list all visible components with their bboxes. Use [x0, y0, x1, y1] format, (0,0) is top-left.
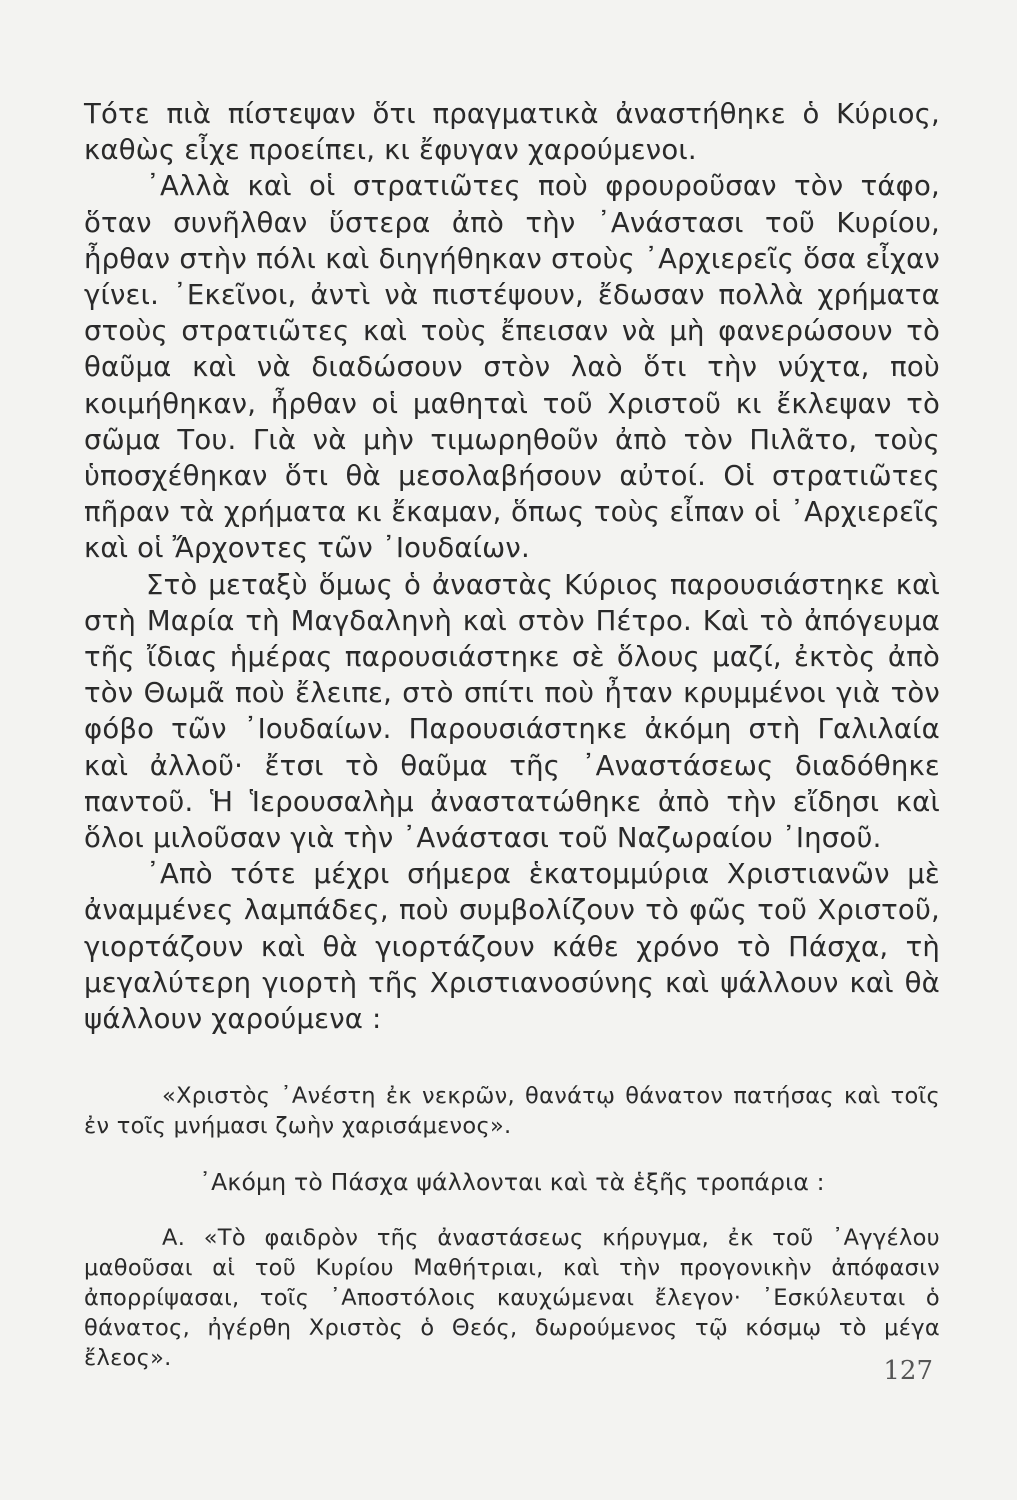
page-number: 127: [883, 1356, 933, 1386]
hymn-quote: «Χριστὸς ᾿Ανέστη ἐκ νεκρῶν, θανάτῳ θάνατον πατήσας καὶ τοῖς ἐν τοῖς μνήμασι ζωὴν χαρισάμενος».: [84, 1083, 940, 1140]
troparion-a: Α. «Τὸ φαιδρὸν τῆς ἀναστάσεως κήρυγμα, ἐκ τοῦ ᾿Αγγέλου μαθοῦσαι αἱ τοῦ Κυρίου Μαθήτριαι, καὶ τὴν προγονικὴν ἀπόφασιν ἀπορρίψασαι, τοῖς ᾿Αποστόλοις καυχώμεναι ἔλεγον· ᾿Εσκύλευται ὁ θάνατος, ἠγέρθη Χριστὸς ὁ Θεός, δωρούμενος τῷ κόσμῳ τὸ μέγα ἔλεος».: [84, 1225, 940, 1372]
troparia-heading: ᾿Ακόμη τὸ Πάσχα ψάλλονται καὶ τὰ ἑξῆς τροπάρια :: [199, 1168, 825, 1197]
page-content: [84, 96, 940, 1373]
paragraph-3: Στὸ μεταξὺ ὅμως ὁ ἀναστὰς Κύριος παρουσιάστηκε καὶ στὴ Μαρία τὴ Μαγδαληνὴ καὶ στὸν Πέτρο. Καὶ τὸ ἀπόγευμα τῆς ἴδιας ἡμέρας παρουσιάστηκε σὲ ὅλους μαζί, ἐκτὸς ἀπὸ τὸν Θωμᾶ ποὺ ἔλειπε, στὸ σπίτι ποὺ ἦταν κρυμμένοι γιὰ τὸν φόβο τῶν ᾿Ιουδαίων. Παρουσιάστηκε ἀκόμη στὴ Γαλιλαία καὶ ἀλλοῦ· ἔτσι τὸ θαῦμα τῆς ᾿Αναστάσεως διαδόθηκε παντοῦ. Ἡ Ἱερουσαλὴμ ἀναστατώθηκε ἀπὸ τὴν εἴδησι καὶ ὅλοι μιλοῦσαν γιὰ τὴν ᾿Ανάστασι τοῦ Ναζωραίου ᾿Ιησοῦ.: [84, 568, 940, 855]
paragraph-4: ᾿Απὸ τότε μέχρι σήμερα ἑκατομμύρια Χριστιανῶν μὲ ἀναμμένες λαμπάδες, ποὺ συμβολίζουν τὸ φῶς τοῦ Χριστοῦ, γιορτάζουν καὶ θὰ γιορτάζουν κάθε χρόνο τὸ Πάσχα, τὴ μεγαλύτερη γιορτὴ τῆς Χριστιανοσύνης καὶ ψάλλουν καὶ θὰ ψάλλουν χαρούμενα :: [84, 858, 940, 1036]
body-text: [84, 96, 940, 1037]
paragraph-2: ᾿Αλλὰ καὶ οἱ στρατιῶτες ποὺ φρουροῦσαν τὸν τάφο, ὅταν συνῆλθαν ὕστερα ἀπὸ τὴν ᾿Ανάστασι τοῦ Κυρίου, ἦρθαν στὴν πόλι καὶ διηγήθηκαν στοὺς ᾿Αρχιερεῖς ὅσα εἶχαν γίνει. ᾿Εκεῖνοι, ἀντὶ νὰ πιστέψουν, ἔδωσαν πολλὰ χρήματα στοὺς στρατιῶτες καὶ τοὺς ἔπεισαν νὰ μὴ φανερώσουν τὸ θαῦμα καὶ νὰ διαδώσουν στὸν λαὸ ὅτι τὴν νύχτα, ποὺ κοιμήθηκαν, ἦρθαν οἱ μαθηταὶ τοῦ Χριστοῦ κι ἔκλεψαν τὸ σῶμα Του. Γιὰ νὰ μὴν τιμωρηθοῦν ἀπὸ τὸν Πιλᾶτο, τοὺς ὑποσχέθηκαν ὅτι θὰ μεσολαβήσουν αὐτοί. Οἱ στρατιῶτες πῆραν τὰ χρήματα κι ἔκαμαν, ὅπως τοὺς εἶπαν οἱ ᾿Αρχιερεῖς καὶ οἱ Ἄρχοντες τῶν ᾿Ιουδαίων.: [84, 170, 940, 565]
paragraph-1: Τότε πιὰ πίστεψαν ὅτι πραγματικὰ ἀναστήθηκε ὁ Κύριος, καθὼς εἶχε προείπει, κι ἔφυγαν χαρούμενοι.: [84, 98, 940, 167]
